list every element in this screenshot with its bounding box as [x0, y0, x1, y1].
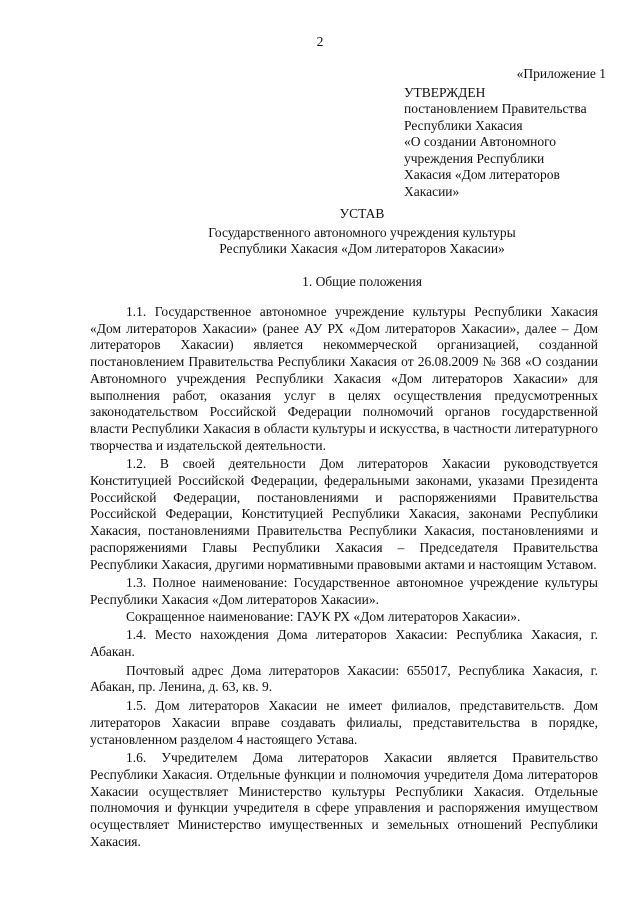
- paragraph-1-3: 1.3. Полное наименование: Государственное автономное учреждение культуры Республики Хакасия «Дом литераторов Хакасии».: [90, 575, 598, 607]
- approval-line: «О создании Автономного: [404, 134, 557, 149]
- section-heading: 1. Общие положения: [302, 274, 422, 289]
- approval-line: Хакасия «Дом литераторов: [404, 167, 560, 182]
- paragraph-1-2: 1.2. В своей деятельности Дом литераторов Хакасии руководствуется Конституцией Российской Федерации, федеральными законами, указами Президента Российской Федерации, постановлениями и распоряжениями Правительства Российской Федерации, Конституцией Республики Хакасия, законами Республики Хакасия, постановлениями Правительства Республики Хакасия, постановлениями и распоряжениями Главы Республики Хакасия – Председателя Правительства Республики Хакасия, другими нормативными правовыми актами и настоящим Уставом.: [90, 456, 598, 572]
- document-title-block: [100, 206, 624, 258]
- approved-heading: УТВЕРЖДЕН: [404, 84, 486, 100]
- section-body: [90, 304, 598, 853]
- document-title: УСТАВ: [339, 206, 385, 221]
- paragraph-1-5: 1.5. Дом литераторов Хакасии не имеет филиалов, представительств. Дом литераторов Хакасии вправе создавать филиалы, представительства в порядке, установленном разделом 4 настоящего Устава.: [90, 698, 598, 747]
- paragraph-1-6: 1.6. Учредителем Дома литераторов Хакасии является Правительство Республики Хакасия. Отдельные функции и полномочия учредителя Дома литераторов Хакасии осуществляет Министерство культуры Республики Хакасия. Отдельные полномочия и функции учредителя в сфере управления и распоряжения имуществом осуществляет Министерство имущественных и земельных отношений Республики Хакасия.: [90, 750, 598, 849]
- paragraph-1-1: 1.1. Государственное автономное учреждение культуры Республики Хакасия «Дом литераторов Хакасии» (ранее АУ РХ «Дом литераторов Хакасии», далее – Дом литераторов Хакасии) является некоммерческой организацией, созданной постановлением Правительства Республики Хакасия от 26.08.2009 № 368 «О создании Автономного учреждения Республики Хакасия «Дом литераторов Хакасии» для выполнения работ, оказания услуг в целях осуществления предусмотренных законодательством Российской Федерации полномочий органов государственной власти Республики Хакасия в области культуры и искусства, в частности литературного творчества и издательской деятельности.: [90, 304, 598, 453]
- paragraph-postal-address: Почтовый адрес Дома литераторов Хакасии: 655017, Республика Хакасия, г. Абакан, пр. Ленина, д. 63, кв. 9.: [90, 662, 598, 695]
- approval-block: [404, 66, 614, 200]
- paragraph-short-name: Сокращенное наименование: ГАУК РХ «Дом литераторов Хакасии».: [126, 608, 521, 624]
- document-subtitle-line-2: Республики Хакасия «Дом литераторов Хакасии»: [219, 241, 505, 256]
- paragraph-1-4: 1.4. Место нахождения Дома литераторов Хакасии: Республика Хакасия, г. Абакан.: [90, 627, 598, 660]
- appendix-label: «Приложение 1: [516, 66, 606, 81]
- approval-line: Хакасии»: [404, 183, 460, 199]
- approval-line: Республики Хакасия: [404, 117, 523, 133]
- document-subtitle-line-1: Государственного автономного учреждения культуры: [208, 224, 516, 240]
- approval-line: учреждения Республики: [404, 150, 545, 166]
- page-number: 2: [316, 34, 324, 49]
- approval-line: постановлением Правительства: [404, 101, 587, 116]
